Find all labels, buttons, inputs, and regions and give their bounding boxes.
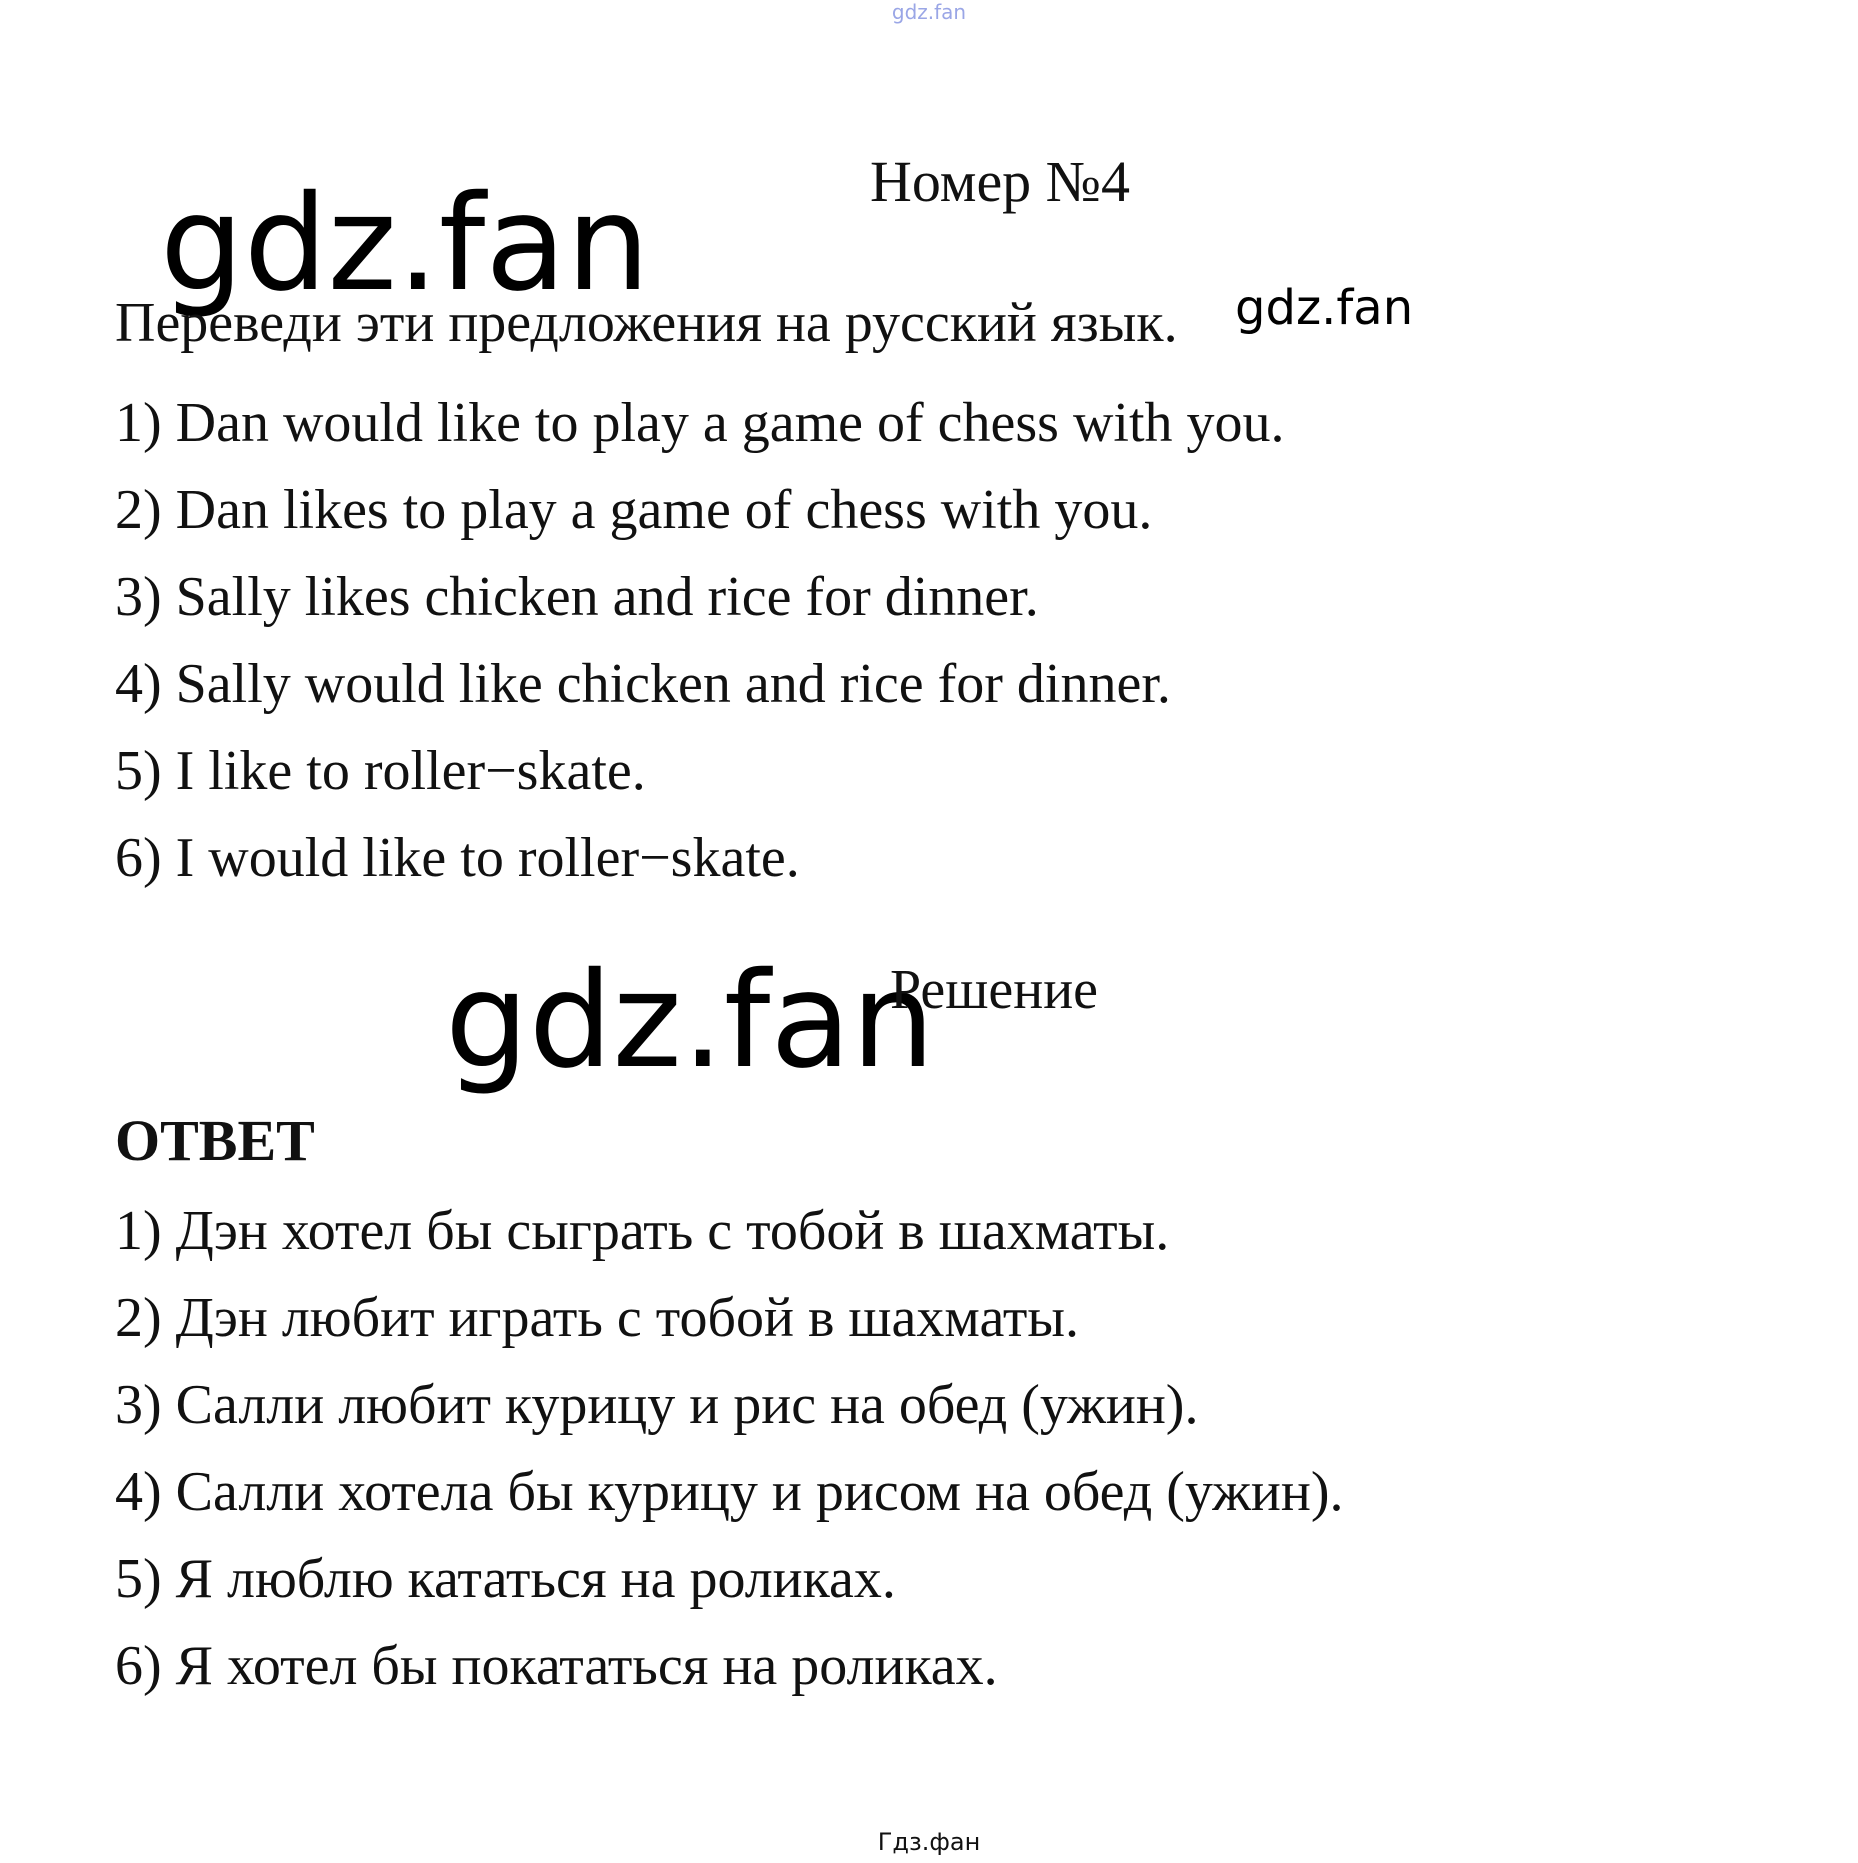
task-sentence: 6) I would like to roller−skate. xyxy=(115,827,800,889)
answer-item: 4) Салли хотела бы курицу и рисом на обед (ужин). xyxy=(115,1461,1344,1523)
watermark-large-top: gdz.fan xyxy=(160,167,650,321)
task-sentence: 1) Dan would like to play a game of chess with you. xyxy=(115,392,1285,454)
answer-item: 1) Дэн хотел бы сыграть с тобой в шахматы. xyxy=(115,1200,1170,1262)
task-instruction: Переведи эти предложения на русский язык. xyxy=(115,292,1178,354)
answer-item: 3) Салли любит курицу и рис на обед (ужин). xyxy=(115,1374,1199,1436)
task-sentence: 3) Sally likes chicken and rice for dinner. xyxy=(115,566,1039,628)
answer-list xyxy=(115,1188,1343,1710)
footer-watermark: Гдз.фан xyxy=(877,1828,981,1856)
task-sentence: 2) Dan likes to play a game of chess with you. xyxy=(115,479,1153,541)
page-title: Номер №4 xyxy=(869,149,1131,214)
answer-item: 6) Я хотел бы покататься на роликах. xyxy=(115,1635,998,1697)
answer-item: 2) Дэн любит играть с тобой в шахматы. xyxy=(115,1287,1079,1349)
answer-item: 5) Я люблю кататься на роликах. xyxy=(115,1548,896,1610)
answer-heading: ОТВЕТ xyxy=(115,1108,315,1173)
task-sentence: 4) Sally would like chicken and rice for dinner. xyxy=(115,653,1171,715)
task-sentence-list xyxy=(115,380,1285,902)
task-sentence: 5) I like to roller−skate. xyxy=(115,740,646,802)
solution-heading: Решение xyxy=(890,959,1099,1021)
watermark-small: gdz.fan xyxy=(1235,280,1414,336)
watermark-large-middle: gdz.fan xyxy=(445,944,935,1098)
top-watermark: gdz.fan xyxy=(891,0,967,24)
